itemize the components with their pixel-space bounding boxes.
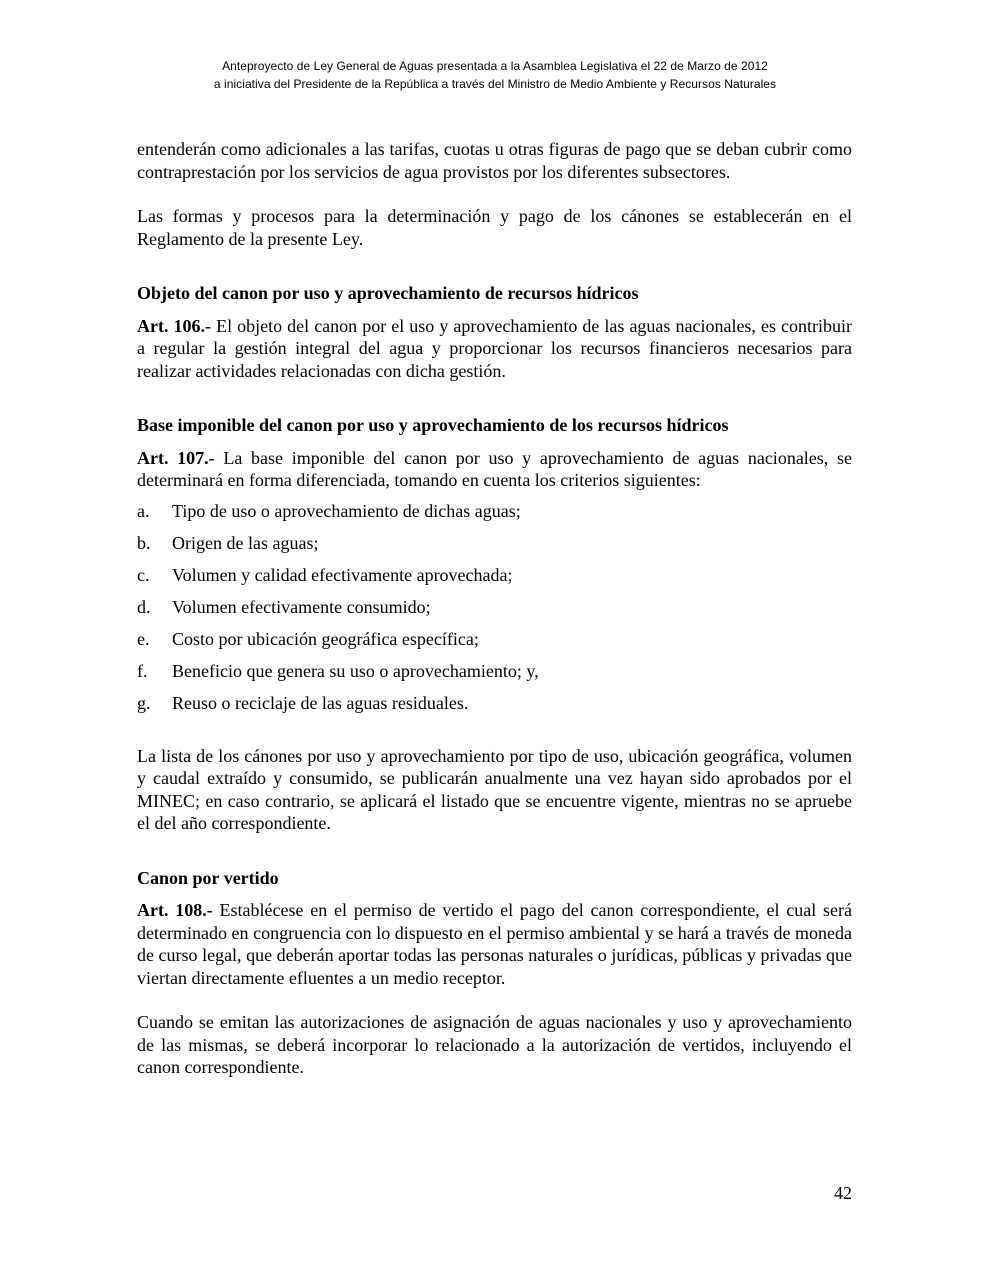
article-108-label: Art. 108.- [137, 900, 213, 920]
list-item-text: Volumen efectivamente consumido; [172, 596, 431, 617]
article-106 [137, 315, 852, 383]
list-item [137, 532, 852, 564]
list-item-letter: e. [137, 628, 150, 649]
article-107-label: Art. 107.- [137, 447, 215, 468]
list-item-letter: b. [137, 532, 151, 553]
article-108 [137, 899, 852, 989]
list-item-letter: d. [137, 596, 151, 617]
paragraph-authorizations: Cuando se emitan las autorizaciones de asignación de aguas nacionales y uso y aprovechamiento de las mismas, se deberá incorporar lo relacionado a la autorización de vertidos, incluyendo el canon correspondiente. [137, 1012, 852, 1077]
article-107-text: La base imponible del canon por uso y aprovechamiento de aguas nacionales, se determinará en forma diferenciada, tomando en cuenta los criterios siguientes: [137, 447, 852, 490]
list-item-text: Origen de las aguas; [172, 532, 319, 553]
criteria-list [137, 500, 852, 724]
heading-art-108: Canon por vertido [137, 867, 279, 888]
paragraph-canon-list: La lista de los cánones por uso y aprovechamiento por tipo de uso, ubicación geográfica, volumen y caudal extraído y consumido, se publicarán anualmente una vez hayan sido aprobados por el MINEC; en caso contrario, se aplicará el listado que se encuentre vigente, mientras no se apruebe el del año correspondiente. [137, 745, 852, 833]
paragraph-canon-procedures: Las formas y procesos para la determinación y pago de los cánones se establecerán en el Reglamento de la presente Ley. [137, 206, 852, 249]
header-line-2: a iniciativa del Presidente de la República a través del Ministro de Medio Ambiente y Recursos Naturales [213, 77, 777, 91]
article-108-text: Establécese en el permiso de vertido el pago del canon correspondiente, el cual será determinado en congruencia con lo dispuesto en el permiso ambiental y se hará a través de moneda de curso legal, que deberán aportar todas las personas naturales o jurídicas, públicas y privadas que viertan directamente efluentes a un medio receptor. [137, 900, 852, 988]
list-item-text: Reuso o reciclaje de las aguas residuales. [172, 692, 469, 713]
article-107 [137, 447, 852, 492]
running-header [0, 57, 990, 93]
list-item [137, 692, 852, 724]
list-item-letter: g. [137, 692, 151, 713]
heading-art-107: Base imponible del canon por uso y aprovechamiento de los recursos hídricos [137, 415, 729, 435]
article-106-label: Art. 106.- [137, 315, 212, 336]
list-item-letter: f. [137, 660, 148, 681]
page-number: 42 [834, 1183, 852, 1203]
list-item [137, 628, 852, 660]
list-item [137, 564, 852, 596]
list-item-text: Volumen y calidad efectivamente aprovechada; [172, 564, 513, 585]
document-body [137, 138, 852, 1079]
list-item-letter: a. [137, 500, 150, 521]
list-item [137, 596, 852, 628]
article-106-text: El objeto del canon por el uso y aprovechamiento de las aguas nacionales, es contribuir a regular la gestión integral del agua y proporcionar los recursos financieros necesarios para realizar actividades relacionadas con dicha gestión. [137, 315, 852, 381]
list-item-text: Tipo de uso o aprovechamiento de dichas aguas; [172, 500, 521, 521]
header-line-1: Anteproyecto de Ley General de Aguas presentada a la Asamblea Legislativa el 22 de Marzo de 2012 [222, 59, 768, 73]
list-item-letter: c. [137, 564, 150, 585]
list-item-text: Beneficio que genera su uso o aprovechamiento; y, [172, 660, 539, 681]
list-item-text: Costo por ubicación geográfica específica; [172, 628, 479, 649]
list-item [137, 500, 852, 532]
list-item [137, 660, 852, 692]
heading-art-106: Objeto del canon por uso y aprovechamiento de recursos hídricos [137, 283, 639, 303]
paragraph-continuation: entenderán como adicionales a las tarifas, cuotas u otras figuras de pago que se deban cubrir como contraprestación por los servicios de agua provistos por los diferentes subsectores. [137, 139, 852, 182]
